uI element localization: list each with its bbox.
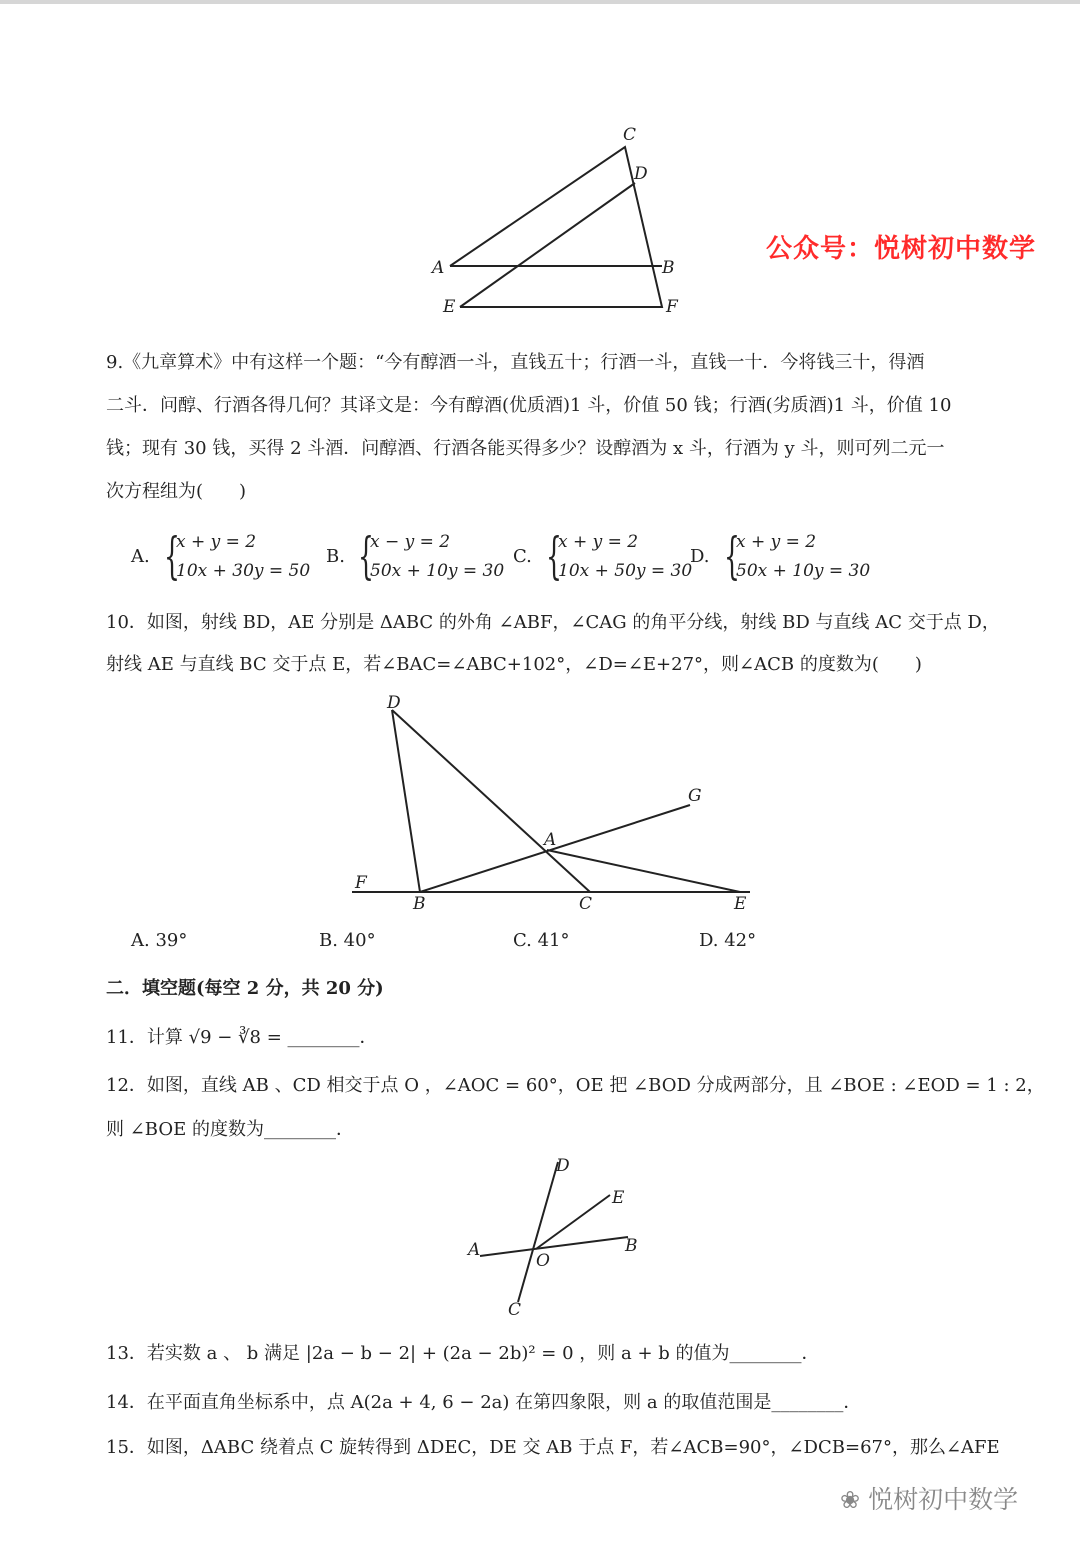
fig2-label-f: F [355,873,367,893]
brace-icon: { [358,527,374,585]
q10-option-b: B. 40° [319,930,376,951]
fig3-label-b: B [625,1236,638,1256]
fig3-label-c: C [508,1300,522,1320]
q15-text: 15．如图，ΔABC 绕着点 C 旋转得到 ΔDEC，DE 交 AB 于点 F，若∠ACB=90°，∠DCB=67°，那么∠AFE [106,1437,1000,1458]
q9-line-4: 次方程组为( ) [106,481,247,502]
watermark-bottom [840,1480,1018,1516]
section-heading-fill-blank: 二．填空题(每空 2 分，共 20 分) [106,978,384,999]
q9-line-1: 9.《九章算术》中有这样一个题：“今有醇酒一斗，直钱五十；行酒一斗，直钱一十．今将钱三十，得酒 [106,352,925,373]
q12-line-2: 则 ∠BOE 的度数为________． [106,1119,354,1140]
q10-option-c: C. 41° [513,930,570,951]
q9-option-c-letter: C. [513,546,532,567]
fig1-label-a: A [432,258,445,278]
fig2-label-d: D [387,693,401,713]
fig3-label-a: A [468,1240,481,1260]
fig1-label-e: E [443,297,456,317]
fig1-label-f: F [666,297,678,317]
brace-icon: { [546,527,562,585]
q10-option-d: D. 42° [699,930,757,951]
fig2-label-a: A [544,830,557,850]
q9-option-a-letter: A. [131,546,150,567]
fig3-label-o: O [536,1251,550,1271]
q10-line-1: 10．如图，射线 BD，AE 分别是 ΔABC 的外角 ∠ABF，∠CAG 的角平分线，射线 BD 与直线 AC 交于点 D， [106,612,1000,633]
q9-line-2: 二斗．问醇、行酒各得几何？其译文是：今有醇酒(优质酒)1 斗，价值 50 钱；行酒(劣质酒)1 斗，价值 10 [106,395,952,416]
q12-line-1: 12．如图，直线 AB 、CD 相交于点 O ，∠AOC = 60°，OE 把 ∠BOD 分成两部分，且 ∠BOE : ∠EOD = 1 : 2， [106,1075,1045,1096]
fig2-label-g: G [688,786,702,806]
watermark-bottom-text: 悦树初中数学 [868,1485,1019,1514]
q9-option-b-letter: B. [326,546,345,567]
figure-triangle-abc-def [420,120,710,320]
wechat-icon: ❀ [840,1486,861,1514]
fig2-label-c: C [579,894,593,914]
fig2-label-b: B [413,894,426,914]
fig2-label-e: E [734,894,747,914]
brace-icon: { [724,527,740,585]
fig3-label-d: D [556,1156,570,1176]
fig1-label-c: C [623,125,637,145]
q14-text: 14．在平面直角坐标系中，点 A(2a + 4, 6 − 2a) 在第四象限，则 a 的取值范围是________． [106,1392,862,1413]
top-edge [0,0,1080,4]
brace-icon: { [164,527,180,585]
q10-option-a: A. 39° [131,930,188,951]
q11-text: 11．计算 √9 − ∛8 = ________． [106,1027,378,1048]
watermark-account-name: 公众号：悦树初中数学 [766,234,1037,264]
fig1-label-d: D [634,164,648,184]
q13-text: 13．若实数 a 、 b 满足 |2a − b − 2| + (2a − 2b)² = 0 ，则 a + b 的值为________． [106,1343,820,1364]
q9-option-d-letter: D. [690,546,710,567]
fig1-label-b: B [662,258,675,278]
fig3-label-e: E [612,1188,625,1208]
q9-line-3: 钱；现有 30 钱，买得 2 斗酒．问醇酒、行酒各能买得多少？设醇酒为 x 斗，行酒为 y 斗，则可列二元一 [106,438,945,459]
q10-line-2: 射线 AE 与直线 BC 交于点 E，若∠BAC=∠ABC+102°，∠D=∠E+27°，则∠ACB 的度数为( ) [106,654,922,675]
